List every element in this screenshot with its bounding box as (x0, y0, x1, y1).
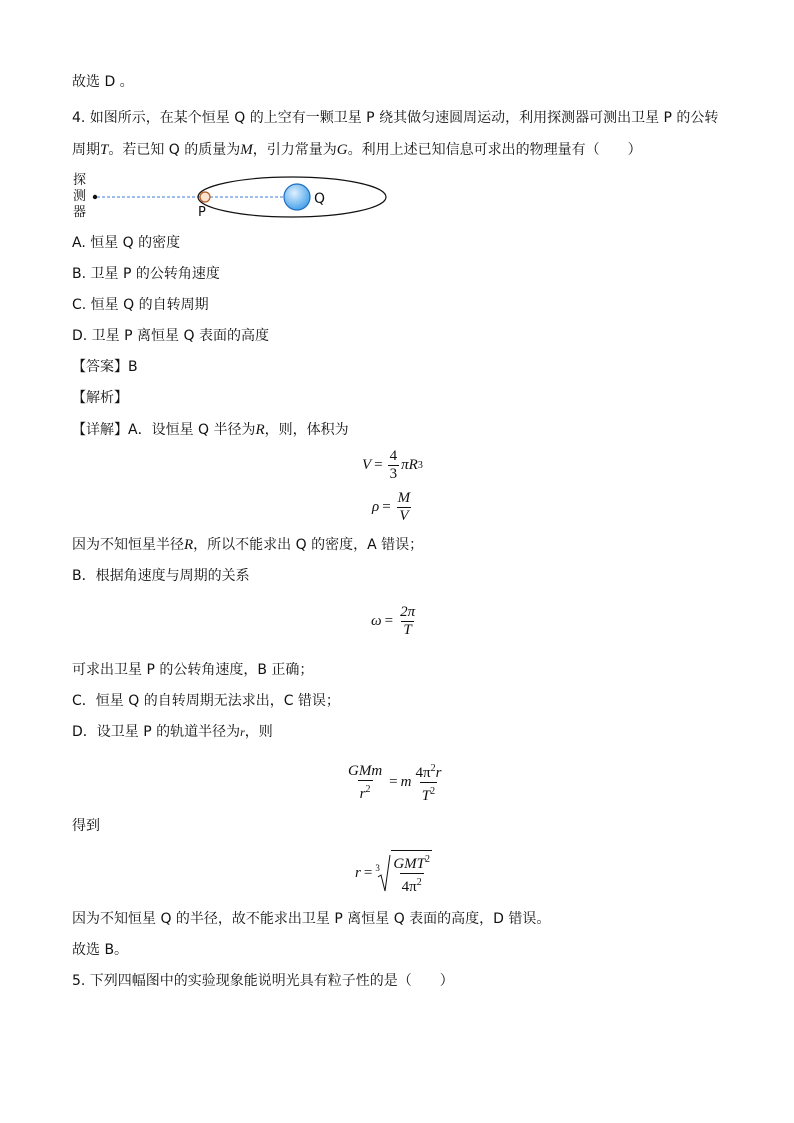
answer-tag: 【答案】 (72, 359, 128, 375)
analysis-tag: 【解析】 (72, 390, 128, 406)
var-m: m (400, 774, 412, 790)
answer-line (72, 357, 138, 377)
satellite-P (200, 192, 210, 202)
option-C: C. 恒星 Q 的自转周期 (72, 297, 209, 313)
option-B: B. 卫星 P 的公转角速度 (72, 266, 220, 282)
result-B: 可求出卫星 P 的公转角速度，B 正确； (72, 662, 314, 678)
var-G: G (336, 142, 348, 158)
text-fragment: ，引力常量为 (252, 142, 337, 158)
exponent: 2 (430, 786, 436, 797)
var-T: T (100, 142, 109, 158)
numerator (391, 851, 432, 873)
question-4-stem-line-1: 4. 如图所示，在某个恒星 Q 的上空有一颗卫星 P 绕其做匀速圆周运动，利用探测器可测出卫星 P 的公转 (72, 110, 719, 126)
exponent: 3 (417, 460, 423, 471)
detector-label-char-1: 探 (73, 173, 87, 188)
equation-density (372, 490, 414, 525)
equation-angular-velocity (371, 604, 419, 639)
fraction-left (346, 763, 384, 803)
previous-conclusion: 故选 D 。 (72, 74, 134, 90)
exponent: 2 (424, 854, 430, 865)
line-B: B．根据角速度与周期的关系 (72, 568, 250, 584)
select-B: 故选 B。 (72, 942, 129, 958)
eq-lhs: ρ (372, 499, 380, 515)
cube-root-sign (375, 853, 391, 893)
equation-radius (355, 850, 434, 896)
exponent: 2 (430, 763, 436, 774)
reason-A (72, 535, 423, 555)
detail-line-A (72, 420, 349, 440)
var-M: M (240, 142, 253, 158)
line-C: C．恒星 Q 的自转周期无法求出，C 错误； (72, 693, 340, 709)
line-D (72, 722, 273, 742)
eq-sign: = (382, 499, 391, 515)
var-r: r (435, 765, 442, 781)
equation-gravitation (344, 760, 445, 805)
question-4-stem-line-2 (72, 140, 642, 160)
star-Q (284, 184, 310, 210)
text-fragment: ，则 (244, 724, 273, 740)
var-R: R (184, 537, 194, 553)
var-R: R (255, 422, 265, 438)
numerator: 2π (400, 604, 416, 620)
root-index: 3 (375, 863, 380, 873)
numerator: 4 (389, 448, 398, 464)
eq-lhs: V (362, 457, 372, 473)
eq-lhs: r (355, 864, 361, 881)
text-fragment: 。利用上述已知信息可求出的物理量有（ ） (347, 142, 642, 158)
pi-symbol: π (401, 457, 409, 473)
numerator: GMm (348, 762, 383, 779)
denominator (420, 782, 437, 805)
orbit-diagram-svg (70, 170, 400, 222)
coef: 4π (415, 765, 431, 781)
denominator: V (399, 508, 409, 524)
denominator: T (403, 622, 412, 638)
text-fragment: 。若已知 Q 的质量为 (108, 142, 241, 158)
eq-sign: = (389, 774, 398, 790)
option-D: D. 卫星 P 离恒星 Q 表面的高度 (72, 328, 269, 344)
eq-sign: = (384, 613, 394, 629)
answer-value: B (128, 359, 138, 375)
den-base: 4π (401, 879, 417, 895)
detector-label-char-3: 器 (73, 205, 87, 220)
get-line: 得到 (72, 818, 100, 834)
numerator: M (397, 490, 411, 506)
text-fragment: ，则，体积为 (264, 422, 349, 438)
denominator (400, 873, 424, 896)
label-Q: Q (314, 191, 326, 207)
fraction (388, 448, 400, 483)
radical-stroke (378, 855, 390, 891)
base: r (359, 785, 366, 802)
numerator (413, 760, 443, 782)
option-A: A. 恒星 Q 的密度 (72, 235, 181, 251)
fraction (398, 604, 417, 639)
text-fragment: A．设恒星 Q 半径为 (128, 422, 256, 438)
text-fragment: D．设卫星 P 的轨道半径为 (72, 724, 241, 740)
text-fragment: ，所以不能求出 Q 的密度，A 错误； (193, 537, 424, 553)
exponent: 2 (365, 783, 371, 795)
detail-tag: 【详解】 (72, 422, 128, 438)
question-5-stem: 5. 下列四幅图中的实验现象能说明光具有粒子性的是（ ） (72, 973, 454, 989)
fraction-right (413, 760, 443, 805)
label-P: P (198, 205, 206, 220)
var-R: R (408, 457, 418, 473)
detector-dot (93, 195, 97, 199)
equation-volume (362, 448, 423, 483)
var-r: r (240, 725, 245, 739)
eq-sign: = (363, 864, 373, 881)
eq-sign: = (374, 457, 383, 473)
text-fragment: 因为不知恒星半径 (72, 537, 184, 553)
radical-svg (375, 853, 391, 893)
detector-label-char-2: 测 (73, 189, 87, 204)
eq-lhs: ω (371, 613, 382, 629)
text-fragment: 周期 (72, 142, 100, 158)
num-base: GMT (393, 856, 425, 872)
exponent: 2 (416, 877, 422, 888)
denominator: 3 (389, 466, 398, 482)
reason-D: 因为不知恒星 Q 的半径，故不能求出卫星 P 离恒星 Q 表面的高度，D 错误。 (72, 911, 551, 927)
fraction (396, 490, 413, 525)
orbit-diagram (70, 170, 400, 222)
base: T (421, 788, 431, 804)
fraction (391, 850, 432, 896)
denominator (358, 780, 373, 803)
